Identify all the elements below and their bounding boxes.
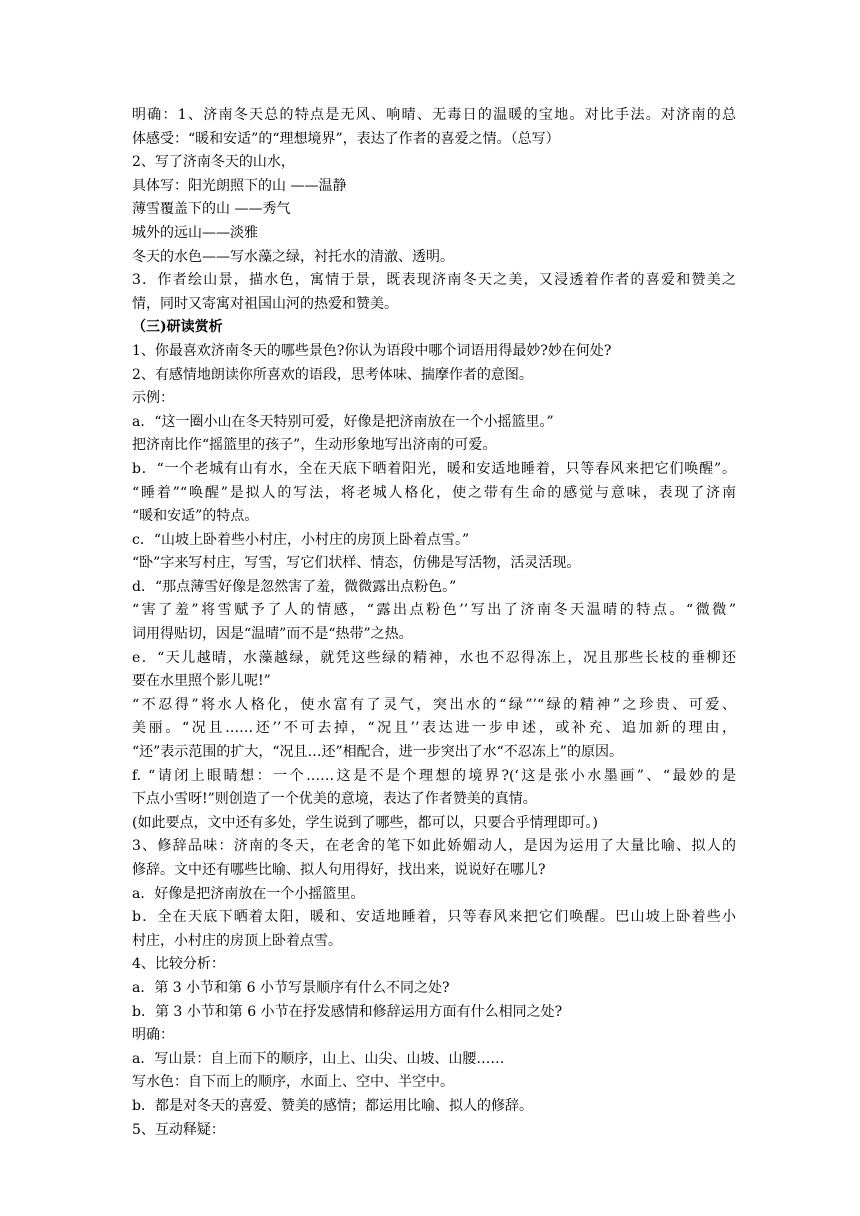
text-line: d．“那点薄雪好像是忽然害了羞，微微露出点粉色。”	[132, 578, 457, 595]
text-line: a．“这一圈小山在冬天特别可爱，好像是把济南放在一个小摇篮里。”	[132, 413, 554, 430]
text-line: 情，同时又寄寓对祖国山河的热爱和赞美。	[132, 295, 398, 312]
text-line: “睡着”“唤醒”是拟人的写法，将老城人格化，使之带有生命的感觉与意味，表现了济南	[132, 484, 736, 501]
text-line: 具体写：阳光朗照下的山 ——温静	[132, 177, 347, 194]
text-line: 薄雪覆盖下的山 ——秀气	[132, 201, 291, 218]
text-line: 示例：	[132, 390, 174, 407]
document-page	[132, 104, 736, 1142]
text-line: a．好像是把济南放在一个小摇篮里。	[132, 885, 365, 902]
text-line: 写水色：自下而上的顺序，水面上、空中、半空中。	[132, 1074, 454, 1091]
text-line: 修辞。文中还有哪些比喻、拟人句用得好，找出来，说说好在哪儿?	[132, 862, 546, 878]
text-line: “卧”字来写村庄，写雪，写它们状样、情态，仿佛是写活物，活灵活现。	[132, 555, 581, 572]
text-line: 2、有感情地朗读你所喜欢的语段，思考体味、揣摩作者的意图。	[132, 366, 533, 383]
text-line: b．“一个老城有山有水，全在天底下晒着阳光，暖和安适地睡着，只等春风来把它们唤醒”。	[132, 460, 736, 477]
text-line: 3、修辞品味：济南的冬天，在老舍的笔下如此娇媚动人，是因为运用了大量比喻、拟人的	[132, 838, 736, 855]
text-line: 1、你最喜欢济南冬天的哪些景色?你认为语段中哪个词语用得最妙?妙在何处?	[132, 342, 612, 359]
text-line: b．都是对冬天的喜爱、赞美的感情；都运用比喻、拟人的修辞。	[132, 1097, 533, 1114]
text-line: 要在水里照个影儿呢!”	[132, 673, 271, 690]
text-line: 4、比较分析：	[132, 956, 225, 973]
text-line: 把济南比作“摇篮里的孩子”，生动形象地写出济南的可爱。	[132, 437, 497, 454]
text-line: “害了羞”将雪赋予了人的情感，“露出点粉色’’写出了济南冬天温晴的特点。“微微”	[132, 602, 736, 619]
text-line: c．“山坡上卧着些小村庄，小村庄的房顶上卧着点雪。”	[132, 531, 470, 548]
text-line: 2、写了济南冬天的山水，	[132, 154, 295, 171]
text-line: (如此要点，文中还有多处，学生说到了哪些，都可以，只要合乎情理即可。)	[132, 814, 598, 831]
text-line: 明确：	[132, 1027, 174, 1044]
text-line: 美丽。“况且……还’’不可去掉，“况且’’表达进一步申述，或补充、追加新的理由，	[132, 720, 736, 737]
text-line: b．第 3 小节和第 6 小节在抒发感情和修辞运用方面有什么相同之处?	[132, 1003, 563, 1020]
text-line: 下点小雪呀!”则创造了一个优美的意境，表达了作者赞美的真情。	[132, 791, 537, 808]
section-heading: （三)研读赏析	[132, 319, 223, 336]
text-line: “暖和安适”的特点。	[132, 508, 259, 525]
text-line: 冬天的水色——写水藻之绿，衬托水的清澈、透明。	[132, 248, 454, 265]
text-line: a．第 3 小节和第 6 小节写景顺序有什么不同之处?	[132, 979, 450, 996]
text-line: 5、互动释疑：	[132, 1121, 225, 1138]
text-line: “不忍得”将水人格化，使水富有了灵气，突出水的“绿”’“绿的精神”之珍贵、可爱、	[132, 696, 736, 713]
text-line: e．“天儿越晴，水藻越绿，就凭这些绿的精神，水也不忍得冻上，况且那些长枝的垂柳还	[132, 649, 736, 666]
text-line: f. “请闭上眼睛想：一个……这是不是个理想的境界?(‘这是张小水墨画”、“最妙的是	[132, 767, 736, 784]
text-line: a．写山景：自上而下的顺序，山上、山尖、山坡、山腰……	[132, 1050, 505, 1067]
text-line: 村庄，小村庄的房顶上卧着点雪。	[132, 932, 342, 949]
text-line: 3．作者绘山景，描水色，寓情于景，既表现济南冬天之美，又浸透着作者的喜爱和赞美之	[132, 272, 736, 289]
text-line: 城外的远山——淡雅	[132, 224, 258, 241]
text-line: b．全在天底下晒着太阳，暖和、安适地睡着，只等春风来把它们唤醒。巴山坡上卧着些小	[132, 909, 736, 926]
text-line: “还”表示范围的扩大，“况且…还”相配合，进一步突出了水“不忍冻上”的原因。	[132, 744, 623, 761]
text-line: 词用得贴切，因是“温晴”而不是“热带”之热。	[132, 626, 413, 643]
text-line: 明确：1、济南冬天总的特点是无风、响晴、无毒日的温暖的宝地。对比手法。对济南的总	[132, 107, 736, 123]
text-line: 体感受：“暖和安适”的“理想境界”，表达了作者的喜爱之情。（总写）	[132, 130, 560, 147]
